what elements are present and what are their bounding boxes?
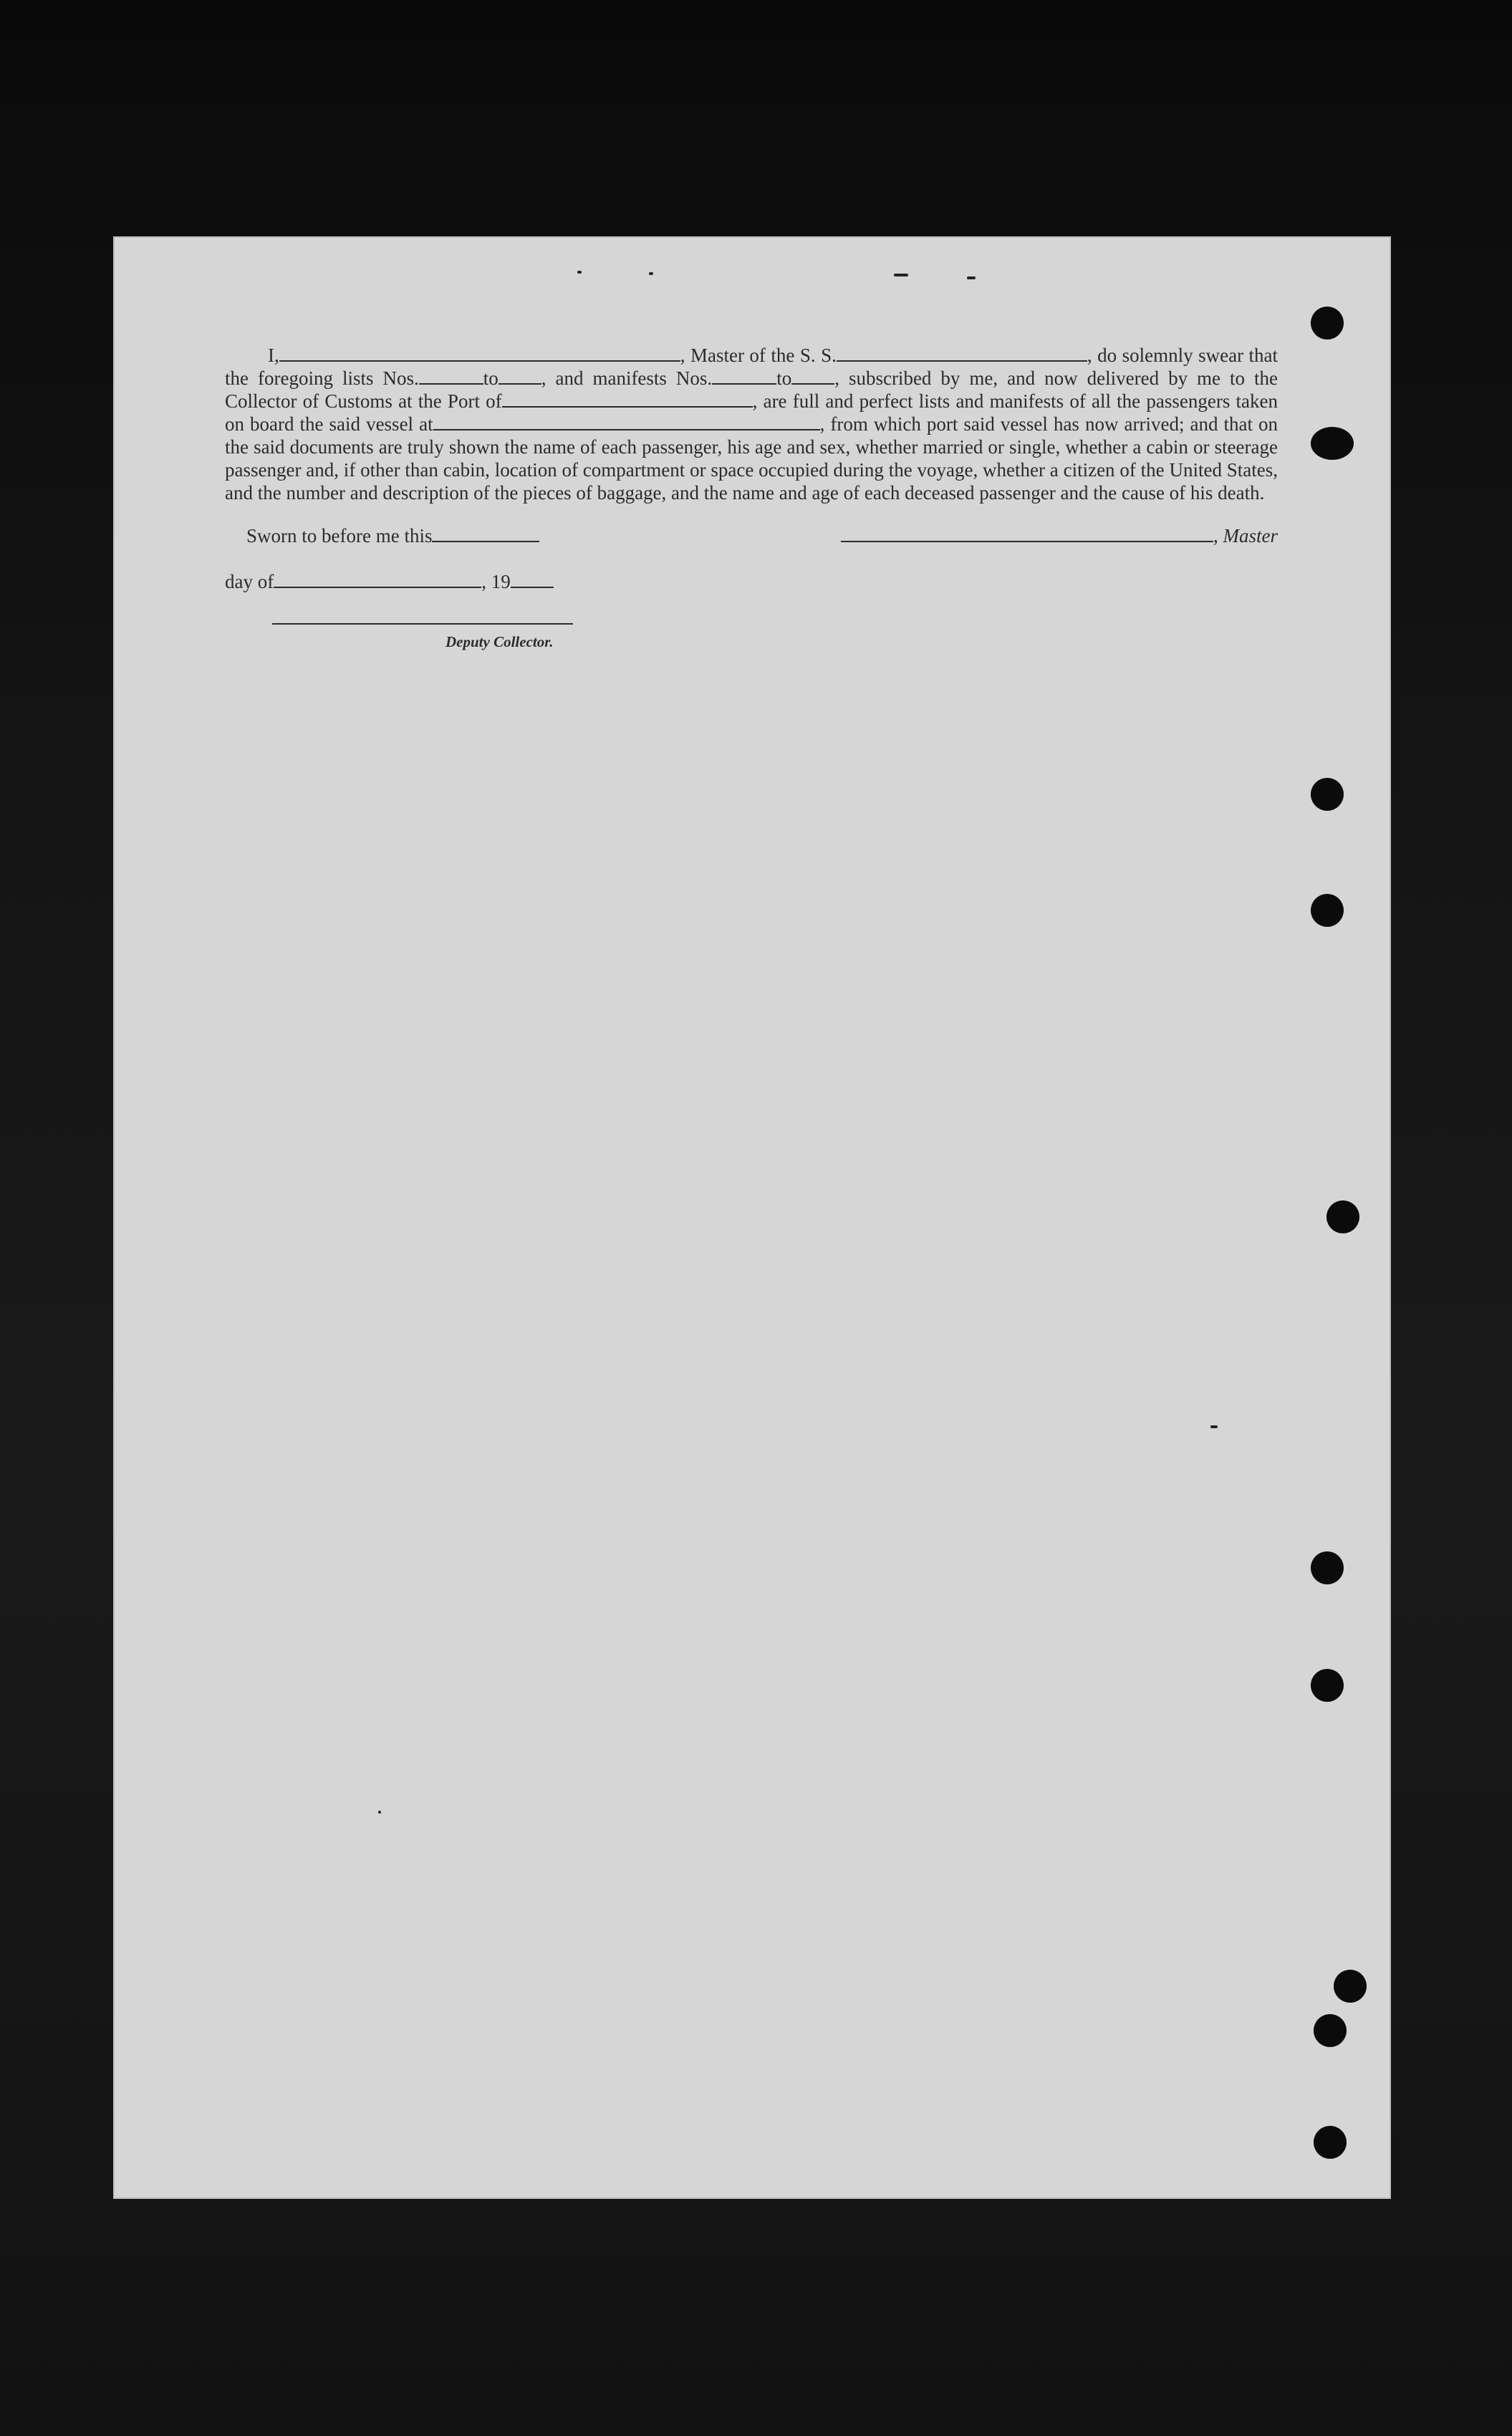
do-solemnly-text: , do solemnly [1087,345,1193,366]
lists-from-field[interactable] [419,367,483,385]
to-text: to [776,367,792,389]
punch-hole [1311,1669,1344,1702]
vessel-name-field[interactable] [837,345,1087,362]
year-prefix-text: , 19 [481,571,511,592]
master-oath-form [225,344,1278,670]
full-perfect-text: , are full and perfect lists and [752,390,984,412]
oath-opening: I, [268,345,279,366]
and-manifests-text: , and manifests Nos. [541,367,713,389]
embarkation-port-field[interactable] [433,413,820,430]
scan-speck [649,272,653,275]
delivered-text: delivered by me to the Collector of Customs at the Port of [225,367,1279,412]
sworn-row [225,524,1278,567]
scan-speck [577,271,582,274]
day-row [225,570,1278,606]
year-field[interactable] [511,571,554,588]
punch-hole [1314,2126,1347,2159]
port-field[interactable] [502,390,753,408]
master-signature-block [841,524,1278,547]
sworn-day-field[interactable] [432,525,539,542]
scan-speck [1210,1425,1218,1428]
from-which-text: , from which [819,413,921,435]
deputy-collector-block [225,613,1278,670]
oath-paragraph [225,344,1278,504]
scan-speck [894,274,908,276]
manifests-of-text: manifests of all the passengers taken on board the said vessel at [225,390,1278,435]
punch-hole [1314,2014,1347,2047]
lists-to-field[interactable] [499,367,541,385]
deputy-collector-signature-line[interactable] [272,623,573,625]
master-label: , Master [1213,525,1278,547]
swear-text: swear that the foregoing lists Nos. [225,345,1279,389]
scan-speck [378,1811,381,1814]
scan-speck [967,276,976,279]
deputy-collector-label: Deputy Collector. [446,633,554,650]
master-of-ss-text: , Master of the S. S. [680,345,837,366]
sworn-block [246,524,539,547]
punch-hole [1311,427,1354,460]
punch-hole [1326,1200,1359,1233]
punch-hole [1311,307,1344,340]
master-signature-field[interactable] [841,525,1213,542]
manifest-page [113,236,1391,2199]
manifests-to-field[interactable] [791,367,834,385]
manifests-from-field[interactable] [712,367,776,385]
punch-hole [1311,1551,1344,1584]
month-field[interactable] [274,571,481,588]
punch-hole [1334,1970,1367,2003]
sworn-text: Sworn to before me this [246,525,433,547]
master-name-field[interactable] [279,345,680,362]
punch-hole [1311,894,1344,927]
subscribed-text: , subscribed by me, and now [834,367,1078,389]
punch-hole [1311,778,1344,811]
oath-remainder: port said vessel has now arrived; and that on the said documents are truly shown the name of each passenger, his age and sex, whether married or single, whether a cabin or steerage passenger and, if other than cabin, location of compartment or space occupied during the voyage, whether a citizen of the United States, and the number and description of the pieces of baggage, and the name and age of each deceased passenger and the cause of his death. [225,413,1278,504]
to-text: to [483,367,499,389]
day-of-text: day of [225,571,274,592]
